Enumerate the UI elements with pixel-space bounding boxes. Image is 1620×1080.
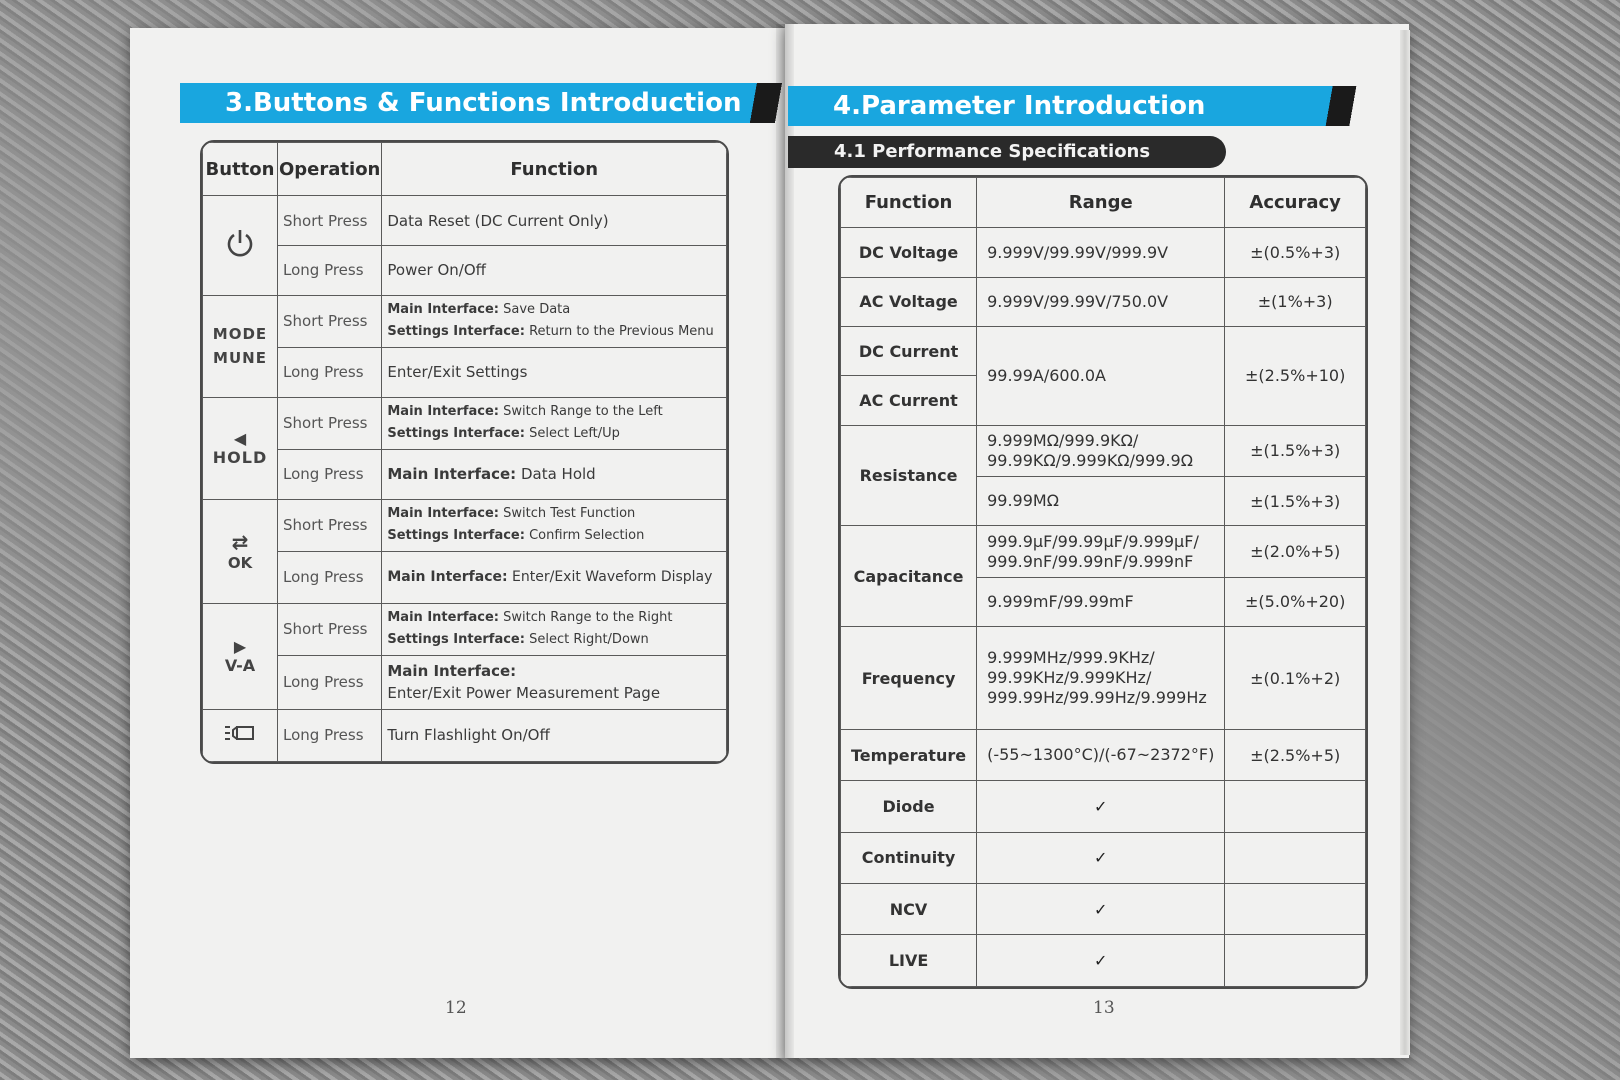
va-button-cell [203,603,278,709]
range-cell: 9.999V/99.99V/750.0V [977,277,1225,326]
function-cell: Turn Flashlight On/Off [382,709,727,761]
function-cell: Data Reset (DC Current Only) [382,196,727,246]
range-cell: 9.999MΩ/999.9KΩ/ 99.99KΩ/9.999KΩ/999.9Ω [977,425,1225,476]
left-arrow-icon: ◀ [233,429,247,449]
table-row [841,526,1366,577]
table-row [203,709,727,761]
table-row [203,295,727,347]
ok-label: OK [227,554,253,573]
operation-cell: Long Press [278,655,382,709]
power-icon [225,227,255,259]
operation-cell: Long Press [278,449,382,499]
function-name: Diode [841,781,977,832]
function-name: Capacitance [841,526,977,627]
table-row [841,935,1366,987]
table-row [203,499,727,551]
function-cell: Main Interface: Enter/Exit Power Measurement Page [382,655,727,709]
table-row [841,425,1366,476]
header-accuracy: Accuracy [1225,178,1366,228]
page-stack-edge [1400,30,1410,1055]
empty-cell [1225,935,1366,987]
operation-cell: Long Press [278,709,382,761]
accuracy-cell: ±(1%+3) [1225,277,1366,326]
range-cell: 99.99MΩ [977,477,1225,526]
section-banner-buttons: 3.Buttons & Functions Introduction [180,83,800,123]
mode-button-cell: MODE MUNE [203,295,278,397]
table-row [841,627,1366,730]
hold-label: HOLD [212,448,268,468]
accuracy-cell: ±(2.0%+5) [1225,526,1366,577]
va-label: V-A [224,656,256,676]
table-row [841,228,1366,277]
operation-cell: Long Press [278,551,382,603]
check-icon: ✓ [977,781,1225,832]
page-number-left: 12 [445,998,467,1018]
check-icon: ✓ [977,935,1225,987]
flashlight-button-cell [203,709,278,761]
function-name: NCV [841,884,977,935]
function-cell: Enter/Exit Settings [382,347,727,397]
empty-cell [1225,832,1366,883]
function-cell: Main Interface: Switch Range to the Right Settings Interface: Select Right/Down [382,603,727,655]
operation-cell: Long Press [278,347,382,397]
function-cell: Main Interface: Data Hold [382,449,727,499]
spec-table-header [841,178,1366,228]
table-row [203,196,727,246]
table-row [203,449,727,499]
function-cell: Main Interface: Switch Test Function Settings Interface: Confirm Selection [382,499,727,551]
table-row [203,245,727,295]
operation-cell: Long Press [278,245,382,295]
function-name: DC Voltage [841,228,977,277]
buttons-table [202,142,727,762]
function-name: Frequency [841,627,977,730]
range-cell: 9.999MHz/999.9KHz/ 99.99KHz/9.999KHz/ 999.99Hz/99.99Hz/9.999Hz [977,627,1225,730]
operation-cell: Short Press [278,397,382,449]
check-icon: ✓ [977,884,1225,935]
accuracy-cell: ±(1.5%+3) [1225,477,1366,526]
table-row [841,832,1366,883]
function-cell: Power On/Off [382,245,727,295]
function-name: Continuity [841,832,977,883]
function-cell: Main Interface: Save Data Settings Interface: Return to the Previous Menu [382,295,727,347]
empty-cell [1225,781,1366,832]
header-button: Button [203,143,278,196]
table-row [841,884,1366,935]
hold-button-cell [203,397,278,499]
buttons-table-header [203,143,727,196]
operation-cell: Short Press [278,603,382,655]
function-name: Temperature [841,729,977,780]
range-cell: (-55~1300°C)/(-67~2372°F) [977,729,1225,780]
ok-button-cell [203,499,278,603]
operation-cell: Short Press [278,196,382,246]
accuracy-cell: ±(1.5%+3) [1225,425,1366,476]
accuracy-cell: ±(5.0%+20) [1225,577,1366,626]
range-cell: 9.999V/99.99V/999.9V [977,228,1225,277]
function-cell: Main Interface: Enter/Exit Waveform Display [382,551,727,603]
accuracy-cell: ±(2.5%+5) [1225,729,1366,780]
buttons-table-frame [200,140,729,764]
range-cell: 9.999mF/99.99mF [977,577,1225,626]
header-function: Function [382,143,727,196]
accuracy-cell: ±(0.1%+2) [1225,627,1366,730]
flashlight-icon [223,722,257,744]
operation-cell: Short Press [278,499,382,551]
section-banner-parameters: 4.Parameter Introduction [788,86,1373,126]
accuracy-cell: ±(0.5%+3) [1225,228,1366,277]
function-name: AC Current [841,376,977,425]
table-row [203,551,727,603]
function-name: DC Current [841,327,977,376]
table-row [841,277,1366,326]
book-spine [776,24,794,1058]
table-row [203,655,727,709]
range-cell: 999.9µF/99.99µF/9.999µF/ 999.9nF/99.99nF/9.999nF [977,526,1225,577]
range-cell: 99.99A/600.0A [977,327,1225,426]
header-function: Function [841,178,977,228]
accuracy-cell: ±(2.5%+10) [1225,327,1366,426]
spec-table-frame [838,175,1368,989]
header-range: Range [977,178,1225,228]
power-button-cell [203,196,278,296]
table-row [841,729,1366,780]
table-row [203,347,727,397]
function-cell: Main Interface: Switch Range to the Left Settings Interface: Select Left/Up [382,397,727,449]
operation-cell: Short Press [278,295,382,347]
swap-arrows-icon: ⇄ [231,530,249,555]
function-name: AC Voltage [841,277,977,326]
subsection-banner: 4.1 Performance Specifications [788,136,1226,168]
right-arrow-icon: ▶ [233,637,247,657]
table-row [203,397,727,449]
header-operation: Operation [278,143,382,196]
function-name: LIVE [841,935,977,987]
table-row [203,603,727,655]
table-row [841,781,1366,832]
function-name: Resistance [841,425,977,526]
table-row [841,327,1366,376]
check-icon: ✓ [977,832,1225,883]
page-number-right: 13 [1093,998,1115,1018]
empty-cell [1225,884,1366,935]
spec-table [840,177,1366,987]
